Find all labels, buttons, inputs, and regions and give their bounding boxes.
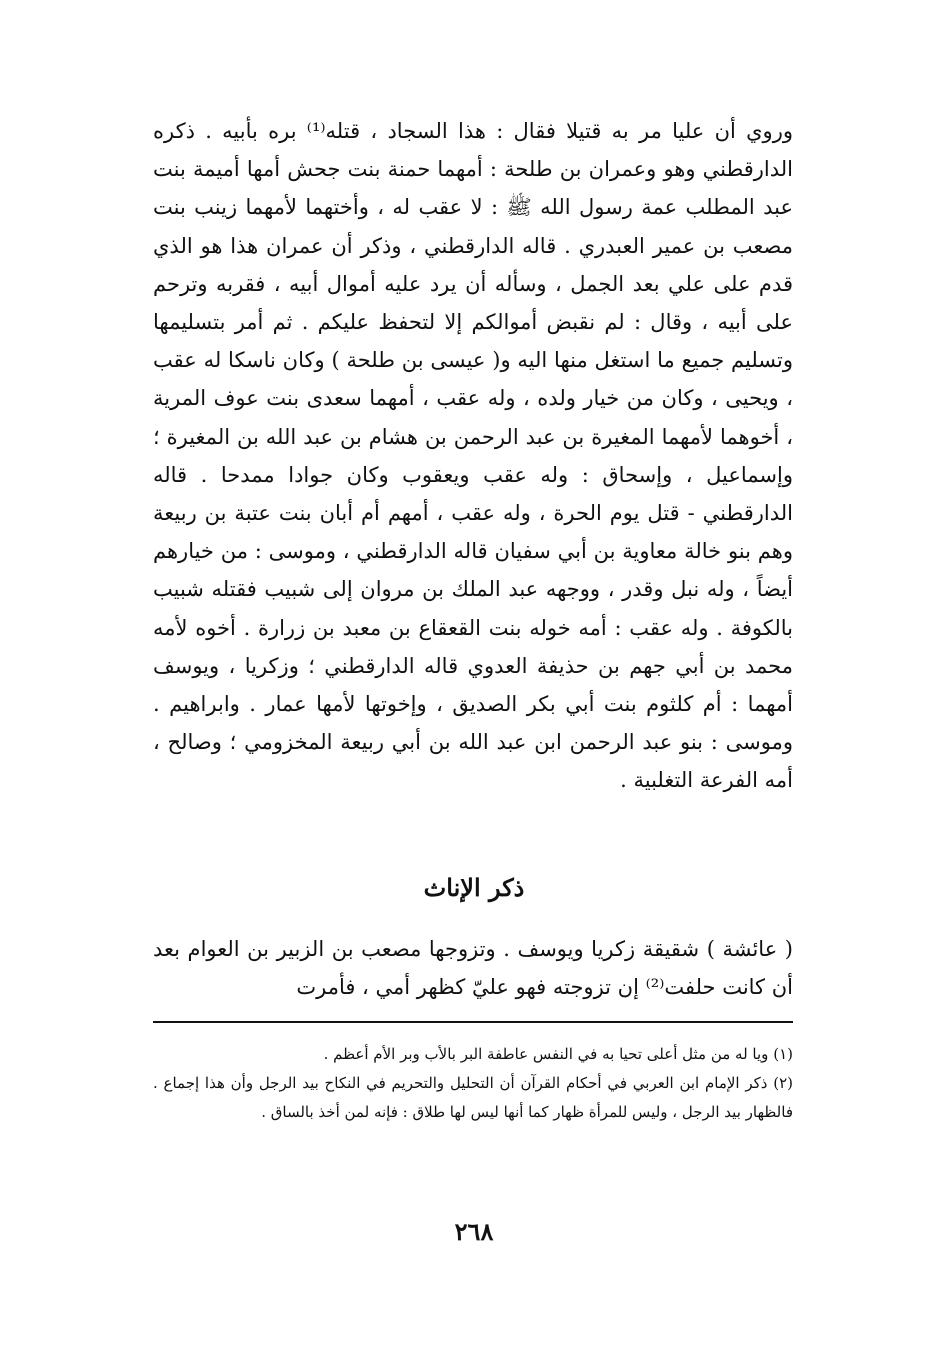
paragraph-upper: وروي أن عليا مر به قتيلا فقال : هذا السجاد ، قتله⁽¹⁾ بره بأبيه . ذكره الدارقطني وهو وعمران بن طلحة : أمهما حمنة بنت جحش أمها أميمة بنت عبد المطلب عمة رسول الله ﷺ : لا عقب له ، وأختهما لأمهما زينب بنت مصعب بن عمير العبدري . قاله الدارقطني ، وذكر أن عمران هذا هو الذي قدم على علي بعد الجمل ، وسأله أن يرد عليه أموال أبيه ، فقربه وترحم على أبيه ، وقال : لم نقبض أموالكم إلا لتحفظ عليكم . ثم أمر بتسليمها وتسليم جميع ما استغل منها اليه و( عيسى بن طلحة ) وكان ناسكا له عقب ، ويحيى ، وكان من خيار ولده ، وله عقب ، أمهما سعدى بنت عوف المرية ، أخوهما لأمهما المغيرة بن عبد الرحمن بن هشام بن عبد الله بن المغيرة ؛ وإسماعيل ، وإسحاق : وله عقب ويعقوب وكان جوادا ممدحا . قاله الدارقطني - قتل يوم الحرة ، وله عقب ، أمهم أم أبان بنت عتبة بن ربيعة وهم بنو خالة معاوية بن أبي سفيان قاله الدارقطني ، وموسى : من خيارهم أيضاً ، وله نبل وقدر ، ووجهه عبد الملك بن مروان إلى شبيب فقتله شبيب بالكوفة . وله عقب : أمه خوله بنت القعقاع بن معبد بن زرارة . أخوه لأمه محمد بن أبي جهم بن حذيفة العدوي قاله الدارقطني ؛ وزكريا ، ويوسف أمهما : أم كلثوم بنت أبي بكر الصديق ، وإخوتها لأمها عمار . وابراهيم . وموسى : بنو عبد الرحمن ابن عبد الله بن أبي ربيعة المخزومي ؛ وصالح ، أمه الفرعة التغلبية . bbox=[153, 119, 793, 793]
footnote-text: ذكر الإمام ابن العربي في أحكام القرآن أن التحليل والتحريم في النكاح بيد الرجل وأن هذا إجماع . فالظهار بيد الرجل ، وليس للمرأة ظهار كما أنها ليس لها طلاق : فإنه لمن أخذ بالساق . bbox=[153, 1074, 793, 1121]
footnotes bbox=[153, 1040, 793, 1127]
footnote-divider bbox=[153, 1021, 793, 1023]
footnote-number: (٢) bbox=[773, 1074, 793, 1092]
main-text-lower bbox=[153, 930, 793, 1006]
page-number: ٢٦٨ bbox=[454, 1217, 494, 1246]
footnote-text: ويا له من مثل أعلى تحيا به في النفس عاطفة البر بالأب وبر الأم أعظم . bbox=[323, 1045, 769, 1063]
section-heading: ذكر الإناث bbox=[423, 873, 525, 902]
footnote-1 bbox=[153, 1040, 793, 1069]
footnote-2 bbox=[153, 1069, 793, 1127]
footnote-number: (١) bbox=[773, 1045, 793, 1063]
paragraph-lower: ( عائشة ) شقيقة زكريا ويوسف . وتزوجها مصعب بن الزبير بن العوام بعد أن كانت حلفت⁽²⁾ إن تزوجته فهو عليّ كظهر أمي ، فأمرت bbox=[153, 937, 793, 1000]
main-text-upper bbox=[153, 112, 793, 800]
